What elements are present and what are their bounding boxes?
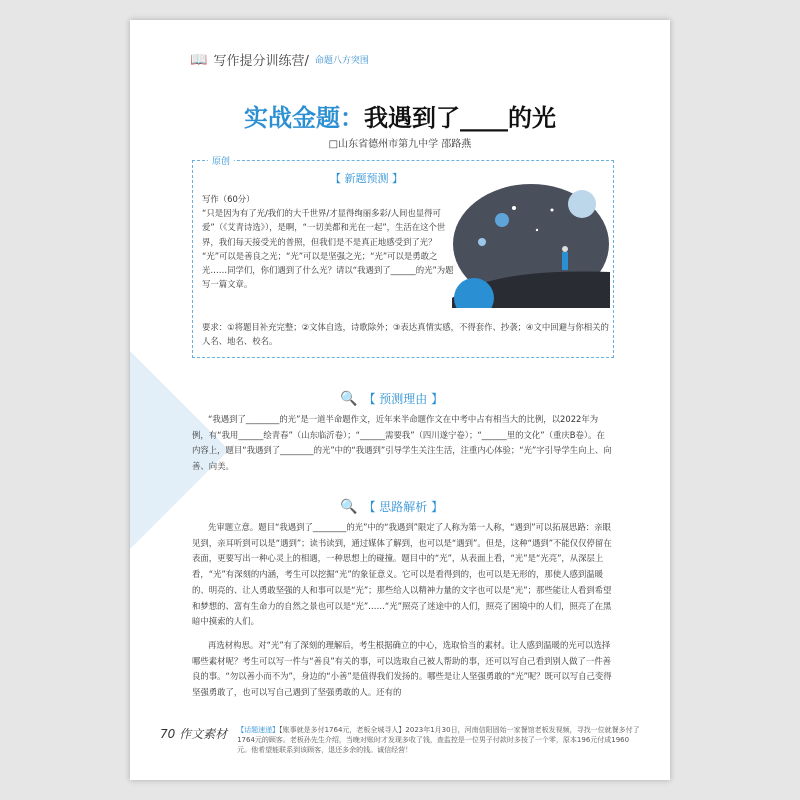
analysis-paragraph-2: 再选材构思。对“光”有了深刻的理解后，考生根据确立的中心，选取恰当的素材。让人感到温暖的光可以选择哪些素材呢？考生可以写一件与“善良”有关的事，可以选取自己被人帮助的事，还可以写自己看到别人做了一件善良的事。“勿以善小而不为”，身边的“小善”是值得我们发扬的。哪些是让人坚强勇敢的“光”呢？既可以写自己变得坚强勇敢了，也可以写自己遇到了坚强勇敢的人。还有的 [192, 640, 612, 698]
magnifier-book-icon: 🔍 [340, 390, 358, 407]
section-prediction-reason [340, 390, 443, 407]
box-tag: 原创 [208, 154, 234, 167]
footer [160, 725, 640, 755]
section-heading: 【 预测理由 】 [363, 392, 444, 406]
section-heading: 【 思路解析 】 [363, 500, 444, 514]
prediction-reason-text: “我遇到了________的光”是一道半命题作文，近年来半命题作文在中考中占有相当大的比例，以2022年为例，有“我用______绘青春”（山东临沂卷）；“______需要我”（四川遂宁卷）；“______里的文化”（重庆B卷）。在内容上，题目“我遇到了________的光”中的“我遇到”引导学生关注生活，注重内心体验；“光”字引导学生向上、向善、向美。 [192, 414, 612, 472]
title-highlight: 实战金题： [244, 104, 364, 132]
footer-text: 【账事就是多付1764元，老板全城寻人】2023年1月30日，河南信阳固始一家餐馆老板发视频，寻找一位就餐多付了1764元的顾客。老板孙先生介绍，当晚对账时才发现多收了钱，查监控是一位男子付款时多按了一个零，原本196元付成1960元。他希望能联系到该顾客，退还多余的钱。诚信经营！ [237, 726, 640, 754]
box-heading: 【 新题预测 】 [330, 172, 403, 185]
night-sky-illustration [452, 180, 610, 308]
footer-news [237, 725, 640, 755]
prompt-text: 写作（60分） “只是因为有了光/我们的大千世界/才显得绚丽多彩/人间也显得可爱”（《艾青诗选》），是啊，“一切美都和光在一起”，生活在这个世界，我们每天接受光的普照，但我们是不是真正地感受到了光？ “光”可以是善良之光；“光”可以是坚强之光；“光”可以是勇敢之光……同学们，你们遇到了什么光？请以“我遇到了______的光”为题写一篇文章。 [202, 194, 454, 290]
header-subtitle: 命题八方突围 [314, 56, 369, 66]
book-icon: 📖 [190, 51, 208, 68]
page [130, 20, 670, 780]
title-rest: 我遇到了____的光 [364, 104, 556, 132]
header [190, 50, 369, 69]
page-number: 70 作文素材 [160, 727, 228, 741]
page-title [130, 98, 670, 133]
analysis-paragraph-1: 先审题立意。题目“我遇到了________的光”中的“我遇到”限定了人称为第一人称，“遇到”可以拓展思路：亲眼见到，亲耳听到可以是“遇到”；读书读到，通过媒体了解到，也可以是“遇到”。但是，这种“遇到”不能仅仅停留在表面，更要写出一种心灵上的相遇，一种思想上的碰撞。题目中的“光”，从表面上看，“光”是“光亮”，从深层上看，“光”有深刻的内涵，考生可以挖掘“光”的象征意义。它可以是看得到的，也可以是无形的，那使人感到温暖的、明亮的、让人勇敢坚强的人和事可以是“光”；那些给人以精神力量的文字也可以是“光”；那些能让人看到希望和梦想的、富有生命力的自然之景也可以是“光”……“光”照亮了迷途中的人们，照亮了困境中的人们，照亮了在黑暗中摸索的人们。 [192, 522, 612, 627]
header-title: 写作提分训练营/ [213, 54, 309, 69]
footer-label: 【话题速递】 [237, 726, 280, 734]
author-line: □山东省德州市第九中学 邵路燕 [328, 139, 472, 150]
magnifier-book-icon: 🔍 [340, 498, 358, 515]
prompt-requirements: 要求：①将题目补充完整；②文体自选，诗歌除外；③表达真情实感，不得套作、抄袭；④文中回避与你相关的人名、地名、校名。 [202, 322, 609, 347]
section-analysis [340, 498, 443, 515]
